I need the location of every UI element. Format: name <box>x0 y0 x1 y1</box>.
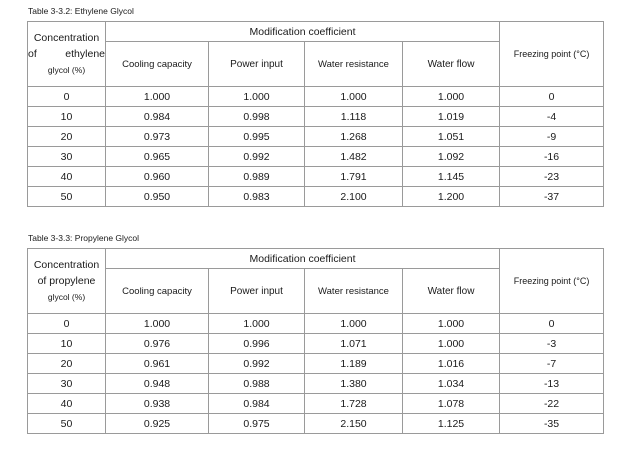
freezing-point-header: Freezing point (°C) <box>500 249 604 314</box>
power-input-cell: 0.998 <box>209 107 305 127</box>
freezing-point-cell: -13 <box>500 374 604 394</box>
water-flow-cell: 1.016 <box>403 354 500 374</box>
table-row <box>28 374 604 394</box>
table-row <box>28 87 604 107</box>
concentration-unit: glycol (%) <box>47 65 86 75</box>
water-flow-cell: 1.034 <box>403 374 500 394</box>
table-row <box>28 127 604 147</box>
freezing-point-cell: -35 <box>500 414 604 434</box>
water-resistance-cell: 1.000 <box>305 87 403 107</box>
cooling-capacity-header: Cooling capacity <box>106 42 209 87</box>
cooling-capacity-cell: 1.000 <box>106 87 209 107</box>
water-resistance-header: Water resistance <box>305 269 403 314</box>
water-resistance-cell: 2.100 <box>305 187 403 207</box>
water-resistance-cell: 2.150 <box>305 414 403 434</box>
cooling-capacity-header: Cooling capacity <box>106 269 209 314</box>
water-flow-cell: 1.092 <box>403 147 500 167</box>
power-input-header: Power input <box>209 42 305 87</box>
water-flow-cell: 1.078 <box>403 394 500 414</box>
table-caption: Table 3-3.3: Propylene Glycol <box>28 233 140 243</box>
water-resistance-cell: 1.071 <box>305 334 403 354</box>
water-flow-cell: 1.145 <box>403 167 500 187</box>
table-row <box>28 394 604 414</box>
cooling-capacity-cell: 0.965 <box>106 147 209 167</box>
cooling-capacity-cell: 0.938 <box>106 394 209 414</box>
freezing-point-cell: -22 <box>500 394 604 414</box>
concentration-header <box>28 22 106 87</box>
modification-coefficient-header: Modification coefficient <box>106 22 500 42</box>
modification-coefficient-header: Modification coefficient <box>106 249 500 269</box>
freezing-point-cell: -23 <box>500 167 604 187</box>
water-flow-cell: 1.000 <box>403 334 500 354</box>
power-input-cell: 1.000 <box>209 87 305 107</box>
power-input-cell: 0.988 <box>209 374 305 394</box>
concentration-cell: 20 <box>28 127 106 147</box>
power-input-cell: 0.975 <box>209 414 305 434</box>
concentration-cell: 30 <box>28 374 106 394</box>
water-resistance-cell: 1.791 <box>305 167 403 187</box>
cooling-capacity-cell: 0.984 <box>106 107 209 127</box>
table-row <box>28 147 604 167</box>
water-resistance-cell: 1.380 <box>305 374 403 394</box>
table-row <box>28 314 604 334</box>
water-flow-header: Water flow <box>403 42 500 87</box>
concentration-cell: 50 <box>28 187 106 207</box>
concentration-unit: glycol (%) <box>47 292 86 302</box>
concentration-line2a: of propylene <box>37 275 96 287</box>
power-input-cell: 0.992 <box>209 147 305 167</box>
power-input-cell: 0.995 <box>209 127 305 147</box>
cooling-capacity-cell: 0.960 <box>106 167 209 187</box>
freezing-point-cell: -7 <box>500 354 604 374</box>
power-input-cell: 0.989 <box>209 167 305 187</box>
freezing-point-cell: -16 <box>500 147 604 167</box>
table-row <box>28 107 604 127</box>
freezing-point-cell: -37 <box>500 187 604 207</box>
water-resistance-header: Water resistance <box>305 42 403 87</box>
water-resistance-cell: 1.482 <box>305 147 403 167</box>
concentration-cell: 20 <box>28 354 106 374</box>
freezing-point-cell: -4 <box>500 107 604 127</box>
table-row <box>28 167 604 187</box>
water-flow-cell: 1.200 <box>403 187 500 207</box>
cooling-capacity-cell: 0.973 <box>106 127 209 147</box>
concentration-cell: 0 <box>28 87 106 107</box>
concentration-line2a: of <box>28 48 37 60</box>
concentration-cell: 10 <box>28 334 106 354</box>
cooling-capacity-cell: 0.961 <box>106 354 209 374</box>
freezing-point-cell: 0 <box>500 87 604 107</box>
water-flow-header: Water flow <box>403 269 500 314</box>
water-flow-cell: 1.051 <box>403 127 500 147</box>
table-row <box>28 354 604 374</box>
water-resistance-cell: 1.118 <box>305 107 403 127</box>
power-input-cell: 0.983 <box>209 187 305 207</box>
concentration-cell: 40 <box>28 394 106 414</box>
table-row <box>28 414 604 434</box>
concentration-header <box>28 249 106 314</box>
ethylene-glycol-table <box>27 21 604 207</box>
water-resistance-cell: 1.000 <box>305 314 403 334</box>
concentration-cell: 10 <box>28 107 106 127</box>
cooling-capacity-cell: 0.948 <box>106 374 209 394</box>
concentration-line1: Concentration <box>33 259 100 271</box>
propylene-glycol-table <box>27 248 604 434</box>
water-flow-cell: 1.000 <box>403 87 500 107</box>
water-resistance-cell: 1.728 <box>305 394 403 414</box>
cooling-capacity-cell: 0.950 <box>106 187 209 207</box>
freezing-point-cell: 0 <box>500 314 604 334</box>
concentration-cell: 50 <box>28 414 106 434</box>
water-resistance-cell: 1.268 <box>305 127 403 147</box>
power-input-cell: 0.984 <box>209 394 305 414</box>
power-input-cell: 0.996 <box>209 334 305 354</box>
concentration-cell: 0 <box>28 314 106 334</box>
concentration-cell: 40 <box>28 167 106 187</box>
freezing-point-cell: -3 <box>500 334 604 354</box>
cooling-capacity-cell: 0.976 <box>106 334 209 354</box>
cooling-capacity-cell: 1.000 <box>106 314 209 334</box>
table-row <box>28 334 604 354</box>
freezing-point-header: Freezing point (°C) <box>500 22 604 87</box>
power-input-header: Power input <box>209 269 305 314</box>
water-flow-cell: 1.000 <box>403 314 500 334</box>
cooling-capacity-cell: 0.925 <box>106 414 209 434</box>
concentration-line2b: ethylene <box>65 48 105 60</box>
water-flow-cell: 1.019 <box>403 107 500 127</box>
table-row <box>28 187 604 207</box>
water-flow-cell: 1.125 <box>403 414 500 434</box>
power-input-cell: 1.000 <box>209 314 305 334</box>
table-caption: Table 3-3.2: Ethylene Glycol <box>28 6 134 16</box>
water-resistance-cell: 1.189 <box>305 354 403 374</box>
freezing-point-cell: -9 <box>500 127 604 147</box>
concentration-cell: 30 <box>28 147 106 167</box>
power-input-cell: 0.992 <box>209 354 305 374</box>
concentration-line1: Concentration <box>33 32 100 44</box>
